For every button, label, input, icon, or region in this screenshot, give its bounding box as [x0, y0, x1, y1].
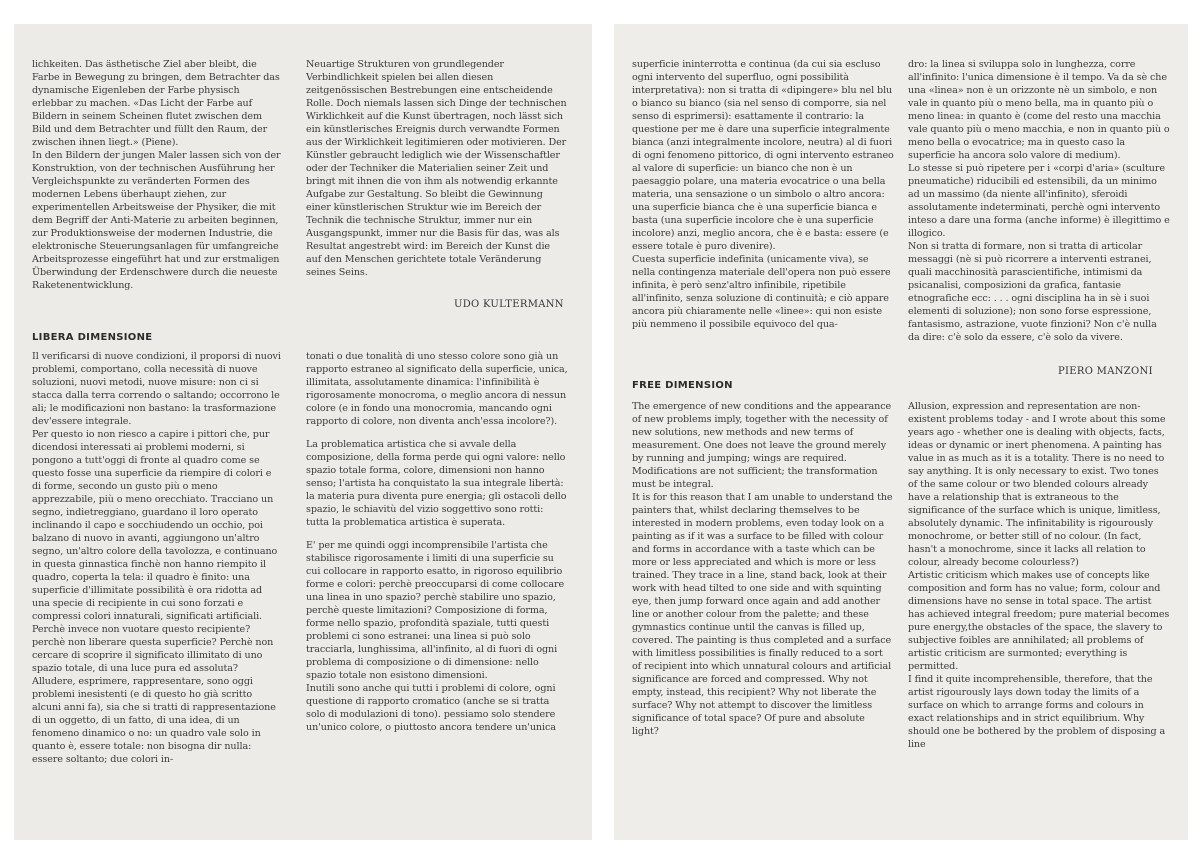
section-heading: LIBERA DIMENSIONE [32, 332, 153, 343]
paragraph: It is for this reason that I am unable to understand the painters that, whilst declaring themselves to be interested in modern problems, even today look on a painting as if it was a surface to be filled with colour and forms in accordance with a taste which can be more or less appreciated and which is more or less trained. They trace in a line, stand back, look at their work with head tilted to one side and with squinting eye, then jump forward once again and add another line or another colour from the palette; and these gymnastics continue until the canvas is filled up, covered. The painting is thus completed and a surface with limitless possibilities is finally reduced to a sort of recipient into which unnatural colours and artificial significance are forced and compressed. Why not empty, instead, this recipient? Why not liberate the surface? Why not attempt to discover the limitless significance of total space? Of pure and absolute light? [632, 492, 893, 737]
german-text-column-1 [32, 58, 282, 292]
paragraph: Non si tratta di formare, non si tratta di articolar messaggi (nè si può ricorrere a interventi estranei, quali macchinosità parascientifiche, intimismi da psicanalisi, composizioni da grafica, fantasie etnografiche ecc: . . . ogni disciplina ha in sè i suoi elementi di soluzione); non sono forse espressione, fantasismo, astrazione, vuote finzioni? Non c'è nulla da dire: c'è solo da essere, c'è solo da vivere. [908, 241, 1157, 343]
paragraph: La problematica artistica che si avvale della composizione, della forma perde qui ogni valore: nello spazio totale forma, colore, dimensioni non hanno senso; l'artista ha conquistato la sua integrale libertà: la materia pura diventa pure energia; gli ostacoli dello spazio, le schiavitù del vizio soggettivo sono rotti: tutta la problematica artistica è superata. [306, 439, 567, 528]
author-signature: UDO KULTERMANN [454, 299, 564, 310]
paragraph: dro: la linea si sviluppa solo in lunghezza, corre all'infinito: l'unica dimensione è il tempo. Va da sè che una «linea» non è un orizzonte nè un simbolo, e non vale in quanto più o meno bella, ma in quanto più o meno linea: in quanto è (come del resto una macchia vale quanto più o meno macchia, e non in quanto più o meno bella o evocatrice; ma in questo caso la superficie ha ancora solo valore di medium). [908, 59, 1170, 161]
paragraph: Inutili sono anche qui tutti i problemi di colore, ogni questione di rapporto cromatico (anche se si tratta solo di modulazioni di tono). pessiamo solo stendere un'unico colore, o piuttosto ancora tendere un'unica [306, 683, 556, 733]
german-text-column-2 [306, 58, 568, 279]
author-signature: PIERO MANZONI [1058, 366, 1153, 377]
right-page [614, 24, 1188, 840]
paragraph: E' per me quindi oggi incomprensibile l'artista che stabilisce rigorosamente i limiti di una superficie su cui collocare in rapporto esatto, in rigoroso equilibrio forme e colori: perchè preoccuparsi di come collocare una linea in uno spazio? perchè stabilire uno spazio, perchè queste limitazioni? Composizione di forma, forme nello spazio, profondità spaziale, tutti questi problemi ci sono estranei: una linea si può solo tracciarla, lunghissima, all'infinito, al di fuori di ogni problema di composizione o di dimensione: nello spazio totale non esistono dimensioni. [306, 540, 565, 681]
left-page [14, 24, 592, 840]
italian-text-column-4 [908, 58, 1170, 344]
english-text-column-1 [632, 400, 894, 738]
paragraph: I find it quite incomprehensible, therefore, that the artist rigourously lays down today the limits of a surface on which to arrange forms and colours in exact relationships and in strict equilibrium. Why should one be bothered by the problem of disposing a line [908, 674, 1166, 750]
italian-text-column-2 [306, 350, 568, 734]
paragraph: The emergence of new conditions and the appearance of new problems imply, together with the necessity of new solutions, new methods and new terms of measurement. One does not leave the ground merely by running and jumping; wings are required. Modifications are not sufficient; the transformation must be integral. [632, 401, 892, 490]
paragraph: Il verificarsi di nuove condizioni, il proporsi di nuovi problemi, comportano, colla necessità di nuove soluzioni, nuovi metodi, nuove misure: non ci si stacca dalla terra correndo o saltando; occorrono le ali; le modificazioni non bastano: la trasformazione dev'essere integrale. [32, 351, 281, 427]
paragraph: Cuesta superficie indefinita (unicamente viva), se nella contingenza materiale dell'opera non può essere infinita, è però senz'altro infinibile, ripetibile all'infinito, senza soluzione di continuità; e ciò appare ancora più chiaramente nelle «linee»: qui non esiste più nemmeno il possibile equivoco del qua- [632, 254, 891, 330]
paragraph: superficie ininterrotta e continua (da cui sia escluso ogni intervento del superfluo, ogni possibilità interpretativa): non si tratta di «dipingere» blu nel blu o bianco su bianco (sia nel senso di comporre, sia nel senso di esprimersi): esattamente il contrario: la questione per me è dare una superficie integralmente bianca (anzi integralmente incolore, neutra) al di fuori di ogni fenomeno pittorico, di ogni intervento estraneo al valore di superficie: un bianco che non è un paesaggio polare, una materia evocatrice o una bella materia, una sensazione o un simbolo o altro ancora: una superficie bianca che è una superficie bianca e basta (una superficie incolore che è una superficie incolore) anzi, meglio ancora, che è e basta: essere (e essere totale è puro divenire). [632, 59, 894, 252]
paragraph: Lo stesse si può ripetere per i «corpi d'aria» (sculture pneumatiche) riducibili ed estensibili, da un minimo ad un massimo (da niente all'infinito), sferoidi assolutamente indeterminati, perchè ogni intervento inteso a dare una forma (anche informe) è illegittimo e illogico. [908, 163, 1170, 239]
paragraph: Artistic criticism which makes use of concepts like composition and form has no value; form, colour and dimensions have no sense in total space. The artist has achieved integral freedom; pure material becomes pure energy,the obstacles of the space, the slavery to subjective foibles are annihilated; all problems of artistic criticism are surmonted; everything is permitted. [908, 570, 1170, 672]
paragraph: Allusion, expression and representation are non-existent problems today - and I wrote about this some years ago - whether one is dealing with objects, facts, ideas or dynamic or inert phenomena. A painting has value in as much as it is a totality. There is no need to say anything. It is only necessary to exist. Two tones of the same colour or two blended colours already have a relationship that is extraneous to the significance of the surface which is unique, limitless, absolutely dynamic. The infinitability is rigourously monochrome, or better still of no colour. (In fact, hasn't a monochrome, since it lacks all relation to colour, already become colourless?) [908, 401, 1166, 568]
english-text-column-2 [908, 400, 1170, 751]
paragraph: lichkeiten. Das ästhetische Ziel aber bleibt, die Farbe in Bewegung zu bringen, dem Betrachter das dynamische Eigenleben der Farbe physisch erlebbar zu machen. «Das Licht der Farbe auf Bildern in seinem Scheinen flutet zwischen dem Bild und dem Betrachter und füllt den Raum, der zwischen ihnen liegt.» (Piene). [32, 59, 280, 148]
paragraph: In den Bildern der jungen Maler lassen sich von der Konstruktion, von der technischen Ausführung her Vergleichspunkte zu veränderten Formen des modernen Lebens überhaupt ziehen, zur experimentellen Arbeitsweise der Physiker, die mit dem Begriff der Anti-Materie zu arbeiten beginnen, zur Produktionsweise der modernen Industrie, die elektronische Steuerungsanlagen für umfangreiche Arbeitsprozesse eingeführt hat und zur erstmaligen Überwindung der Erdenschwere durch die neueste Raketenentwicklung. [32, 150, 281, 291]
paragraph: Alludere, esprimere, rappresentare, sono oggi problemi inesistenti (e di questo ho già scritto alcuni anni fa), sia che si tratti di rappresentazione di un oggetto, di un fatto, di una idea, di un fenomeno dinamico o no: un quadro vale solo in quanto è, essere totale: non bisogna dir nulla: essere soltanto; due colori in- [32, 676, 276, 765]
paragraph: Per questo io non riesco a capire i pittori che, pur dicendosi interessati ai problemi moderni, si pongono a tutt'oggi di fronte al quadro come se questo fosse una superficie da riempire di colori e di forme, secondo un gusto più o meno apprezzabile, più o meno orecchiato. Tracciano un segno, indietreggiano, guardano il loro operato inclinando il capo e socchiudendo un occhio, poi balzano di nuovo in avanti, aggiungono un'altro segno, un'altro colore della tavolozza, e continuano in questa ginnastica finchè non hanno riempito il quadro, coperta la tela: il quadro è finito: una superficie d'illimitate possibilità è ora ridotta ad una specie di recipiente in cui sono forzati e compressi colori innaturali, significati artificiali. Perchè invece non vuotare questo recipiente? perchè non liberare questa superficie? Perchè non cercare di scoprire il significato illimitato di uno spazio totale, di una luce pura ed assoluta? [32, 429, 278, 674]
section-heading: FREE DIMENSION [632, 380, 733, 391]
italian-text-column-3 [632, 58, 894, 331]
paragraph: tonati o due tonalità di uno stesso colore sono già un rapporto estraneo al significato della superficie, unica, illimitata, assolutamente dinamica: l'infinibilità è rigorosamente monocroma, o meglio ancora di nessun colore (e in fondo una monocromia, mancando ogni rapporto di colore, non diventa anch'essa incolore?). [306, 351, 568, 427]
paragraph: Neuartige Strukturen von grundlegender Verbindlichkeit spielen bei allen diesen zeitgenössischen Bestrebungen eine entscheidende Rolle. Doch niemals lassen sich Dinge der technischen Wirklichkeit auf die Kunst übertragen, noch lässt sich ein künstlerisches Ereignis durch verwandte Formen aus der Wirklichkeit legitimieren oder motivieren. Der Künstler gebraucht lediglich wie der Wissenschaftler oder der Techniker die Materialien seiner Zeit und bringt mit ihnen die von ihm als notwendig erkannte Aufgabe zur Gestaltung. So bleibt die Gewinnung einer künstlerischen Struktur wie im Bereich der Technik die technische Struktur, immer nur ein Ausgangspunkt, immer nur die Basis für das, was als Resultat angestrebt wird: im Bereich der Kunst die auf den Menschen gerichtete totale Veränderung seines Seins. [306, 59, 567, 278]
italian-text-column-1 [32, 350, 282, 766]
